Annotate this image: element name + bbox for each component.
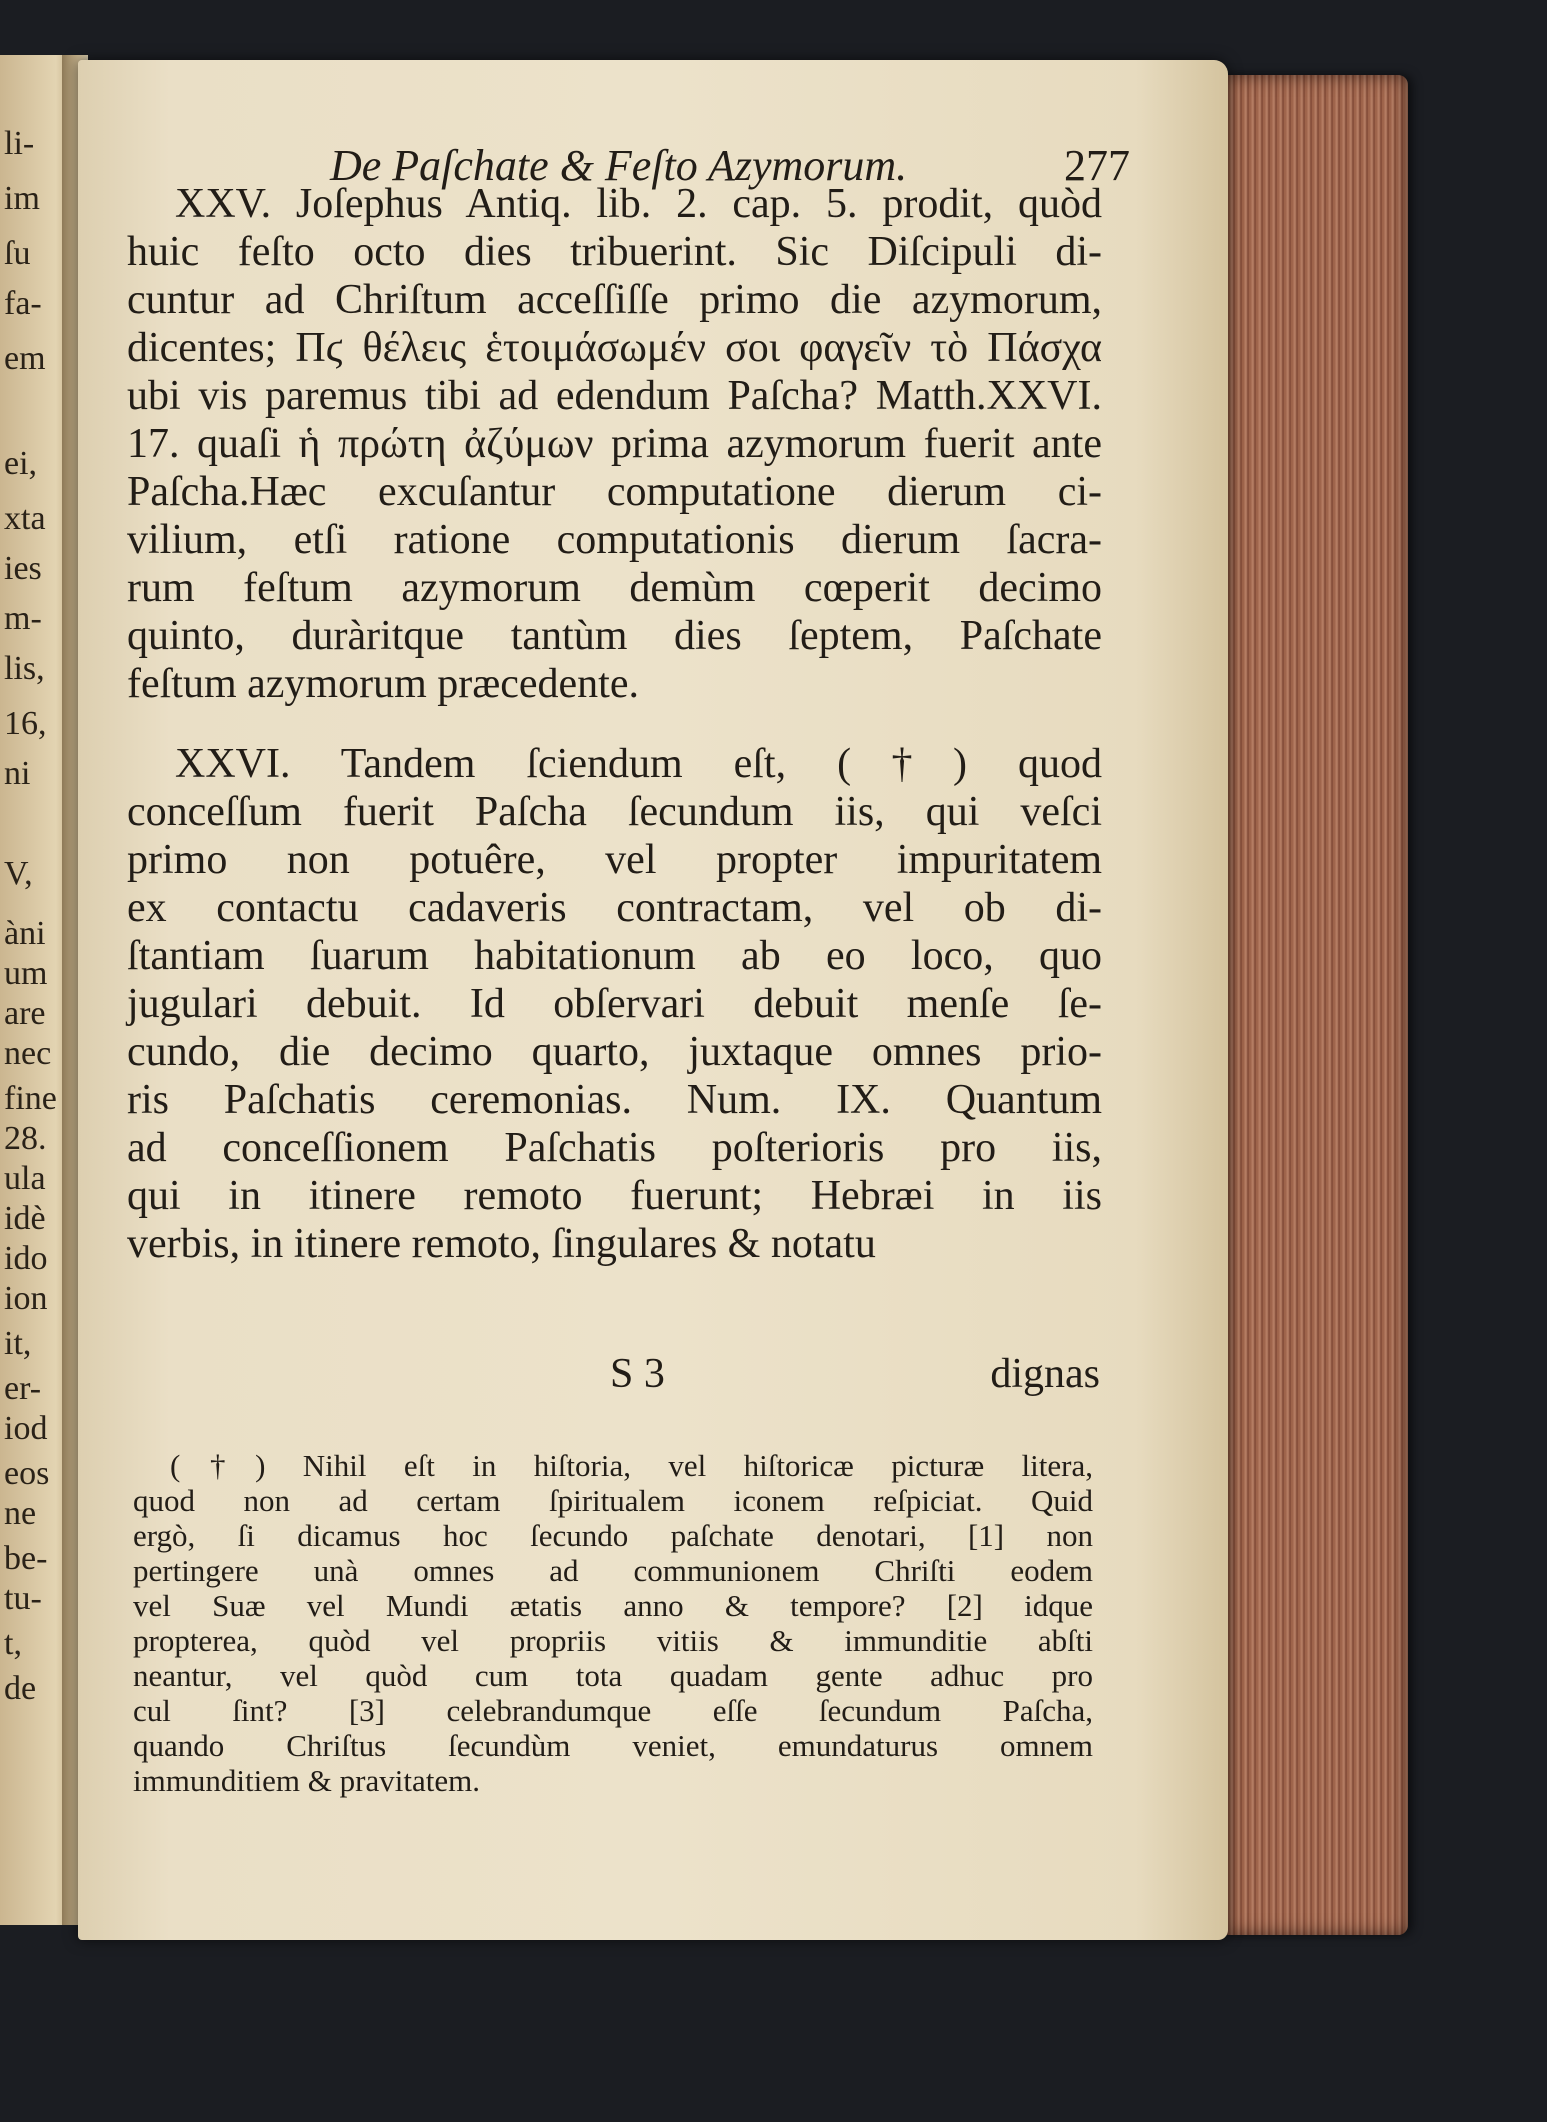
facing-page-text: àni bbox=[4, 915, 46, 952]
facing-page-text: fa- bbox=[4, 285, 42, 322]
text-line: dicentes; Πϛ θέλεις ἑτοιμάσωμέν σοι φαγεῖν τὸ Πάσχα bbox=[127, 325, 1102, 371]
facing-page-text: 16, bbox=[4, 705, 47, 742]
facing-page-text: idè bbox=[4, 1200, 46, 1237]
facing-page-text: 28. bbox=[4, 1120, 47, 1157]
footnote-line: immunditiem & pravitatem. bbox=[133, 1763, 480, 1798]
footnote-line: cul ſint? [3] celebrandumque eſſe ſecundum Paſcha, bbox=[133, 1693, 1093, 1728]
facing-page-text: er- bbox=[4, 1370, 42, 1407]
footnote-line: ergò, ſi dicamus hoc ſecundo paſchate denotari, [1] non bbox=[133, 1518, 1093, 1553]
text-line: rum feſtum azymorum demùm cœperit decimo bbox=[127, 565, 1102, 611]
facing-page-text: im bbox=[4, 180, 40, 217]
catchword: dignas bbox=[990, 1351, 1100, 1397]
running-title: De Paſchate & Feſto Azymorum. bbox=[330, 141, 908, 190]
text-line: jugulari debuit. Id obſervari debuit menſe ſe- bbox=[127, 981, 1102, 1027]
facing-page-text: m- bbox=[4, 600, 42, 637]
text-line: Paſcha.Hæc excuſantur computatione dierum ci- bbox=[127, 469, 1102, 515]
text-line: XXV. Joſephus Antiq. lib. 2. cap. 5. prodit, quòd bbox=[175, 181, 1102, 227]
facing-page-text: um bbox=[4, 955, 48, 992]
footnote-line: vel Suæ vel Mundi ætatis anno & tempore? [2] idque bbox=[133, 1588, 1093, 1623]
text-line: feſtum azymorum præcedente. bbox=[127, 661, 639, 707]
text-line: XXVI. Tandem ſciendum eſt, (†) quod bbox=[175, 741, 1102, 787]
facing-page-text: li- bbox=[4, 125, 35, 162]
footnote-line: quando Chriſtus ſecundùm veniet, emundaturus omnem bbox=[133, 1728, 1093, 1763]
facing-page-text: xta bbox=[4, 500, 46, 537]
facing-page-text: are bbox=[4, 995, 46, 1032]
text-line: quinto, duràritque tantùm dies ſeptem, Paſchate bbox=[127, 613, 1102, 659]
text-line: qui in itinere remoto fuerunt; Hebræi in iis bbox=[127, 1173, 1102, 1219]
signature-mark: S 3 bbox=[610, 1351, 665, 1397]
text-line: ſtantiam ſuarum habitationum ab eo loco, quo bbox=[127, 933, 1102, 979]
facing-page-text: iod bbox=[4, 1410, 48, 1447]
facing-page-text: tu- bbox=[4, 1580, 42, 1617]
facing-page-text: ies bbox=[4, 550, 42, 587]
footnote-line: quod non ad certam ſpiritualem iconem reſpiciat. Quid bbox=[133, 1483, 1093, 1518]
text-line: verbis, in itinere remoto, ſingulares & notatu bbox=[127, 1221, 876, 1267]
facing-page-text: ni bbox=[4, 755, 31, 792]
footnote-line: neantur, vel quòd cum tota quadam gente adhuc pro bbox=[133, 1658, 1093, 1693]
facing-page-text: em bbox=[4, 340, 46, 377]
page-number: 277 bbox=[1064, 141, 1130, 190]
facing-page-text: de bbox=[4, 1670, 37, 1707]
footnote-line: propterea, quòd vel propriis vitiis & immunditie abſti bbox=[133, 1623, 1093, 1658]
facing-page-text: ula bbox=[4, 1160, 46, 1197]
text-line: vilium, etſi ratione computationis dierum ſacra- bbox=[127, 517, 1102, 563]
text-line: ris Paſchatis ceremonias. Num. IX. Quantum bbox=[127, 1077, 1102, 1123]
text-line: ad conceſſionem Paſchatis poſterioris pro iis, bbox=[127, 1125, 1102, 1171]
facing-page-text: ido bbox=[4, 1240, 48, 1277]
facing-page-text: ei, bbox=[4, 445, 38, 482]
facing-page-text: V, bbox=[4, 855, 33, 892]
facing-page-text: lis, bbox=[4, 650, 45, 687]
page-block-edge bbox=[1222, 75, 1408, 1935]
text-line: cuntur ad Chriſtum acceſſiſſe primo die azymorum, bbox=[127, 277, 1102, 323]
footnote-line: pertingere unà omnes ad communionem Chriſti eodem bbox=[133, 1553, 1093, 1588]
facing-page-text: nec bbox=[4, 1035, 52, 1072]
facing-page-text: eos bbox=[4, 1455, 50, 1492]
facing-page-text: ſu bbox=[4, 235, 31, 272]
footnote-line: (†) Nihil eſt in hiſtoria, vel hiſtoricæ picturæ litera, bbox=[170, 1448, 1093, 1483]
text-line: ex contactu cadaveris contractam, vel ob di- bbox=[127, 885, 1102, 931]
text-line: conceſſum fuerit Paſcha ſecundum iis, qui veſci bbox=[127, 789, 1102, 835]
facing-page-text: it, bbox=[4, 1325, 32, 1362]
facing-page-text: t, bbox=[4, 1625, 22, 1662]
text-line: primo non potuêre, vel propter impuritatem bbox=[127, 837, 1102, 883]
facing-page-text: fine bbox=[4, 1080, 57, 1117]
facing-page-text: be- bbox=[4, 1540, 48, 1577]
facing-page-text: ne bbox=[4, 1495, 37, 1532]
text-line: huic feſto octo dies tribuerint. Sic Diſcipuli di- bbox=[127, 229, 1102, 275]
text-line: 17. quaſi ἡ πρώτη ἀζύμων prima azymorum fuerit ante bbox=[127, 421, 1102, 467]
text-line: ubi vis paremus tibi ad edendum Paſcha? Matth.XXVI. bbox=[127, 373, 1102, 419]
text-line: cundo, die decimo quarto, juxtaque omnes prio- bbox=[127, 1029, 1102, 1075]
facing-page-text: ion bbox=[4, 1280, 48, 1317]
